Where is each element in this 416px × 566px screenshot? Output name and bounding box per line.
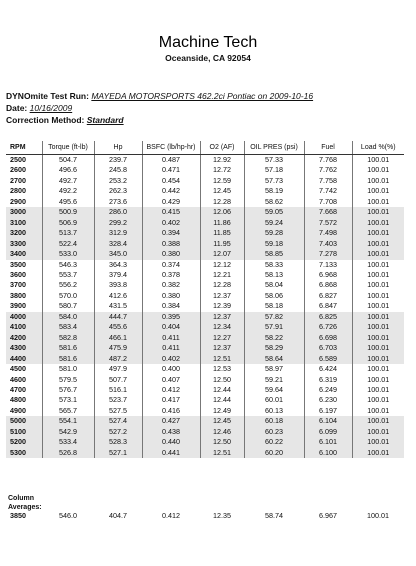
table-cell: 59.18: [244, 239, 304, 249]
table-cell: 504.7: [42, 155, 94, 166]
table-cell: 59.64: [244, 385, 304, 395]
averages-table: [6, 510, 404, 521]
table-cell: 100.01: [352, 437, 404, 447]
table-cell: 60.23: [244, 427, 304, 437]
table-cell: 12.28: [200, 197, 244, 207]
table-cell: 581.6: [42, 354, 94, 364]
table-cell: 7.708: [304, 197, 352, 207]
table-row: [6, 291, 404, 301]
table-cell: 12.37: [200, 343, 244, 353]
table-cell: 253.2: [94, 176, 142, 186]
table-cell: 100.01: [367, 196, 390, 206]
table-cell: 12.51: [200, 354, 244, 364]
table-cell: 4200: [6, 333, 42, 343]
table-cell: 0.380: [142, 291, 200, 301]
table-cell: 12.53: [200, 364, 244, 374]
table-cell: 57.18: [244, 165, 304, 175]
table-cell: 100.01: [367, 280, 390, 290]
table-cell: 4000: [6, 312, 42, 322]
date-label: Date:: [6, 103, 28, 113]
table-cell: 554.1: [42, 416, 94, 426]
table-cell: 7.403: [304, 239, 352, 249]
test-run-line: [6, 91, 313, 101]
test-run-value: MAYEDA MOTORSPORTS 462.2ci Pontiac on 2009-10-16: [91, 91, 314, 101]
test-run-label: DYNOmite Test Run:: [6, 91, 89, 101]
correction-label: Correction Method:: [6, 115, 85, 125]
table-cell: 6.104: [304, 416, 352, 426]
table-cell: 4300: [6, 343, 42, 353]
table-cell: 100.01: [352, 427, 404, 437]
table-cell: 3900: [6, 301, 42, 311]
table-row: [6, 207, 404, 217]
table-cell: 3200: [6, 228, 42, 238]
table-cell: 4600: [6, 375, 42, 385]
table-cell: 0.412: [142, 385, 200, 395]
table-cell: 7.278: [304, 249, 352, 259]
table-cell: 5300: [6, 448, 42, 458]
table-cell: 431.5: [94, 301, 142, 311]
table-cell: 0.378: [142, 270, 200, 280]
table-cell: 11.85: [200, 228, 244, 238]
table-cell: 546.3: [42, 260, 94, 270]
table-row: [6, 280, 404, 290]
table-cell: 58.19: [244, 186, 304, 196]
table-cell: 60.01: [244, 395, 304, 405]
table-cell: 239.7: [94, 155, 142, 166]
table-cell: 12.12: [200, 260, 244, 270]
table-cell: 12.37: [200, 291, 244, 301]
table-cell: 12.39: [200, 301, 244, 311]
correction-line: [6, 115, 124, 125]
table-cell: 533.0: [42, 249, 94, 259]
table-cell: 58.85: [244, 249, 304, 259]
table-cell: 579.5: [42, 375, 94, 385]
table-cell: 0.404: [142, 322, 200, 332]
table-cell: 0.441: [142, 448, 200, 458]
table-cell: 11.95: [200, 239, 244, 249]
table-cell: 100.01: [352, 249, 404, 259]
table-row: [6, 301, 404, 311]
table-cell: 12.07: [200, 249, 244, 259]
table-cell: 0.388: [142, 239, 200, 249]
table-cell: 5100: [6, 427, 42, 437]
table-cell: 58.18: [244, 301, 304, 311]
table-cell: 0.471: [142, 165, 200, 175]
table-cell: 0.487: [142, 155, 200, 166]
table-row: [6, 239, 404, 249]
table-cell: 12.28: [200, 280, 244, 290]
table-cell: 404.7: [109, 511, 127, 520]
table-cell: 57.91: [244, 322, 304, 332]
table-cell: 299.2: [94, 218, 142, 228]
table-cell: 546.0: [59, 511, 77, 520]
table-cell: 262.3: [94, 186, 142, 196]
table-cell: 565.7: [42, 406, 94, 416]
table-row: [6, 395, 404, 405]
table-cell: 58.29: [244, 343, 304, 353]
table-cell: 58.64: [244, 354, 304, 364]
table-cell: 0.429: [142, 197, 200, 207]
table-cell: 3400: [6, 249, 42, 259]
table-cell: 312.9: [94, 228, 142, 238]
table-cell: 12.72: [200, 165, 244, 175]
table-cell: 6.698: [304, 333, 352, 343]
table-cell: 6.424: [304, 364, 352, 374]
company-name: Machine Tech: [158, 34, 258, 51]
table-row: [6, 437, 404, 447]
table-cell: 100.01: [367, 364, 390, 374]
table-cell: 3600: [6, 270, 42, 280]
column-header: Fuel: [304, 141, 352, 155]
table-cell: 0.380: [142, 249, 200, 259]
table-cell: 580.7: [42, 301, 94, 311]
table-cell: 466.1: [94, 333, 142, 343]
table-cell: 6.967: [319, 511, 337, 520]
table-cell: 455.6: [94, 322, 142, 332]
table-cell: 6.101: [304, 437, 352, 447]
table-cell: 6.868: [304, 280, 352, 290]
table-row: [6, 312, 404, 322]
date-value: 10/16/2009: [29, 103, 73, 113]
table-cell: 100.01: [367, 511, 389, 520]
table-cell: 100.01: [367, 259, 390, 269]
table-cell: 0.416: [142, 406, 200, 416]
table-cell: 3850: [10, 511, 26, 520]
table-row: [6, 375, 404, 385]
table-cell: 100.01: [352, 322, 404, 332]
dyno-data-table: [6, 141, 404, 458]
column-header: BSFC (lb/hp-hr): [142, 141, 200, 155]
table-cell: 2700: [6, 176, 42, 186]
table-cell: 412.6: [94, 291, 142, 301]
table-cell: 57.73: [244, 176, 304, 186]
table-cell: 0.440: [142, 437, 200, 447]
table-cell: 100.01: [367, 165, 390, 175]
table-cell: 0.411: [142, 333, 200, 343]
table-row: [6, 218, 404, 228]
table-cell: 364.3: [94, 260, 142, 270]
table-cell: 0.454: [142, 176, 200, 186]
table-row: [6, 385, 404, 395]
table-cell: 7.768: [304, 155, 352, 166]
table-cell: 506.9: [42, 218, 94, 228]
table-cell: 57.82: [244, 312, 304, 322]
table-cell: 4900: [6, 406, 42, 416]
table-cell: 58.62: [244, 197, 304, 207]
table-cell: 12.45: [200, 416, 244, 426]
table-cell: 100.01: [352, 354, 404, 364]
table-cell: 576.7: [42, 385, 94, 395]
table-cell: 393.8: [94, 280, 142, 290]
table-cell: 4400: [6, 354, 42, 364]
table-cell: 12.44: [200, 385, 244, 395]
table-cell: 0.415: [142, 207, 200, 217]
table-cell: 4700: [6, 385, 42, 395]
table-cell: 7.762: [304, 165, 352, 175]
table-cell: 0.394: [142, 228, 200, 238]
table-row: [6, 333, 404, 343]
column-header: OIL PRES (psi): [244, 141, 304, 155]
table-cell: 7.133: [304, 260, 352, 270]
table-cell: 522.4: [42, 239, 94, 249]
table-cell: 2500: [6, 155, 42, 166]
table-cell: 581.0: [42, 364, 94, 374]
table-cell: 523.7: [94, 395, 142, 405]
table-cell: 60.13: [244, 406, 304, 416]
table-cell: 59.05: [244, 207, 304, 217]
table-cell: 6.197: [304, 406, 352, 416]
table-cell: 533.4: [42, 437, 94, 447]
table-cell: 6.827: [304, 291, 352, 301]
table-cell: 7.758: [304, 176, 352, 186]
column-header: Load %(%): [352, 141, 404, 155]
table-cell: 12.51: [200, 448, 244, 458]
table-cell: 100.01: [367, 395, 390, 405]
table-row: [6, 249, 404, 259]
table-cell: 58.74: [265, 511, 283, 520]
table-cell: 0.417: [142, 395, 200, 405]
table-cell: 100.01: [367, 175, 390, 185]
table-cell: 60.20: [244, 448, 304, 458]
table-cell: 500.9: [42, 207, 94, 217]
table-cell: 570.0: [42, 291, 94, 301]
table-cell: 6.968: [304, 270, 352, 280]
table-cell: 4100: [6, 322, 42, 332]
table-cell: 379.4: [94, 270, 142, 280]
table-cell: 100.01: [367, 374, 390, 384]
table-cell: 6.100: [304, 448, 352, 458]
table-cell: 0.407: [142, 375, 200, 385]
table-cell: 100.01: [352, 207, 404, 217]
table-row: [6, 176, 404, 186]
table-cell: 59.24: [244, 218, 304, 228]
table-row: [6, 260, 404, 270]
table-cell: 2800: [6, 186, 42, 196]
table-row: [6, 322, 404, 332]
table-cell: 0.382: [142, 280, 200, 290]
table-cell: 59.28: [244, 228, 304, 238]
column-header: Torque (ft-lb): [42, 141, 94, 155]
table-cell: 11.86: [200, 218, 244, 228]
table-header-row: [6, 141, 404, 155]
table-cell: 60.22: [244, 437, 304, 447]
table-cell: 100.01: [367, 290, 390, 300]
table-cell: 513.7: [42, 228, 94, 238]
table-cell: 7.498: [304, 228, 352, 238]
table-cell: 527.2: [94, 427, 142, 437]
table-row: [6, 354, 404, 364]
table-cell: 58.04: [244, 280, 304, 290]
table-cell: 444.7: [94, 312, 142, 322]
table-cell: 553.7: [42, 270, 94, 280]
table-cell: 100.01: [352, 448, 404, 458]
table-row: [6, 197, 404, 207]
table-cell: 487.2: [94, 354, 142, 364]
table-row: [6, 416, 404, 426]
table-cell: 12.59: [200, 176, 244, 186]
column-header: O2 (AF): [200, 141, 244, 155]
table-cell: 58.06: [244, 291, 304, 301]
table-cell: 345.0: [94, 249, 142, 259]
table-cell: 7.572: [304, 218, 352, 228]
table-row: [6, 270, 404, 280]
table-cell: 495.6: [42, 197, 94, 207]
table-cell: 6.249: [304, 385, 352, 395]
table-cell: 273.6: [94, 197, 142, 207]
table-cell: 60.18: [244, 416, 304, 426]
table-row: [6, 343, 404, 353]
table-cell: 0.411: [142, 343, 200, 353]
table-cell: 3000: [6, 207, 42, 217]
table-cell: 100.01: [352, 228, 404, 238]
table-cell: 100.01: [352, 416, 404, 426]
table-cell: 0.395: [142, 312, 200, 322]
table-cell: 496.6: [42, 165, 94, 175]
table-cell: 0.400: [142, 364, 200, 374]
table-cell: 583.4: [42, 322, 94, 332]
table-row: [6, 165, 404, 175]
correction-value: Standard: [86, 115, 124, 125]
table-cell: 58.22: [244, 333, 304, 343]
table-cell: 573.1: [42, 395, 94, 405]
table-cell: 6.099: [304, 427, 352, 437]
table-cell: 527.5: [94, 406, 142, 416]
table-row: [6, 448, 404, 458]
table-cell: 100.01: [352, 218, 404, 228]
table-cell: 497.9: [94, 364, 142, 374]
column-header: RPM: [6, 141, 42, 155]
table-body: [6, 155, 404, 459]
table-cell: 0.402: [142, 218, 200, 228]
table-cell: 492.2: [42, 186, 94, 196]
table-cell: 59.21: [244, 375, 304, 385]
table-cell: 100.01: [352, 239, 404, 249]
table-cell: 3100: [6, 218, 42, 228]
table-cell: 4500: [6, 364, 42, 374]
table-cell: 6.589: [304, 354, 352, 364]
table-cell: 12.50: [200, 375, 244, 385]
table-cell: 3700: [6, 280, 42, 290]
table-cell: 286.0: [94, 207, 142, 217]
table-cell: 475.9: [94, 343, 142, 353]
table-cell: 527.4: [94, 416, 142, 426]
table-cell: 100.01: [352, 343, 404, 353]
table-cell: 0.374: [142, 260, 200, 270]
table-cell: 584.0: [42, 312, 94, 322]
table-cell: 12.44: [200, 395, 244, 405]
table-row: [6, 427, 404, 437]
table-cell: 3500: [6, 260, 42, 270]
table-row: [6, 228, 404, 238]
company-location: Oceanside, CA 92054: [165, 53, 251, 63]
table-cell: 7.742: [304, 186, 352, 196]
table-cell: 100.01: [352, 312, 404, 322]
table-cell: 0.427: [142, 416, 200, 426]
table-cell: 100.01: [367, 269, 390, 279]
table-cell: 516.1: [94, 385, 142, 395]
table-cell: 100.01: [367, 405, 390, 415]
table-cell: 3800: [6, 291, 42, 301]
table-cell: 245.8: [94, 165, 142, 175]
table-cell: 6.703: [304, 343, 352, 353]
table-cell: 526.8: [42, 448, 94, 458]
table-row: [6, 186, 404, 196]
table-cell: 58.97: [244, 364, 304, 374]
table-cell: 5000: [6, 416, 42, 426]
table-cell: 0.438: [142, 427, 200, 437]
table-cell: 12.92: [200, 155, 244, 166]
table-cell: 57.33: [244, 155, 304, 166]
table-cell: 581.6: [42, 343, 94, 353]
table-cell: 58.33: [244, 260, 304, 270]
table-cell: 6.726: [304, 322, 352, 332]
averages-row: [6, 510, 404, 521]
table-cell: 4800: [6, 395, 42, 405]
table-cell: 0.412: [162, 511, 180, 520]
table-cell: 507.7: [94, 375, 142, 385]
table-cell: 12.35: [213, 511, 231, 520]
table-cell: 542.9: [42, 427, 94, 437]
table-cell: 0.402: [142, 354, 200, 364]
table-cell: 12.49: [200, 406, 244, 416]
table-row: [6, 155, 404, 166]
table-cell: 582.8: [42, 333, 94, 343]
table-cell: 0.442: [142, 186, 200, 196]
averages-label-line1: Column: [8, 495, 35, 502]
table-cell: 6.825: [304, 312, 352, 322]
table-cell: 100.01: [367, 301, 390, 311]
table-cell: 5200: [6, 437, 42, 447]
table-cell: 7.668: [304, 207, 352, 217]
table-cell: 12.37: [200, 312, 244, 322]
table-cell: 12.50: [200, 437, 244, 447]
table-cell: 12.34: [200, 322, 244, 332]
table-cell: 12.27: [200, 333, 244, 343]
table-cell: 492.7: [42, 176, 94, 186]
table-cell: 6.230: [304, 395, 352, 405]
table-row: [6, 406, 404, 416]
table-cell: 58.13: [244, 270, 304, 280]
table-cell: 100.01: [367, 384, 390, 394]
table-cell: 6.847: [304, 301, 352, 311]
table-cell: 2900: [6, 197, 42, 207]
table-row: [6, 364, 404, 374]
table-cell: 2600: [6, 165, 42, 175]
table-cell: 12.21: [200, 270, 244, 280]
table-cell: 100.01: [367, 155, 390, 164]
table-cell: 527.1: [94, 448, 142, 458]
table-cell: 6.319: [304, 375, 352, 385]
table-cell: 12.46: [200, 427, 244, 437]
table-cell: 12.45: [200, 186, 244, 196]
table-cell: 3300: [6, 239, 42, 249]
table-cell: 12.06: [200, 207, 244, 217]
table-cell: 328.4: [94, 239, 142, 249]
column-header: Hp: [94, 141, 142, 155]
date-line: [6, 103, 72, 113]
averages-label-line2: Averages:: [8, 504, 42, 511]
table-cell: 528.3: [94, 437, 142, 447]
table-cell: 0.384: [142, 301, 200, 311]
table-cell: 100.01: [367, 186, 390, 196]
table-cell: 556.2: [42, 280, 94, 290]
table-cell: 100.01: [352, 333, 404, 343]
